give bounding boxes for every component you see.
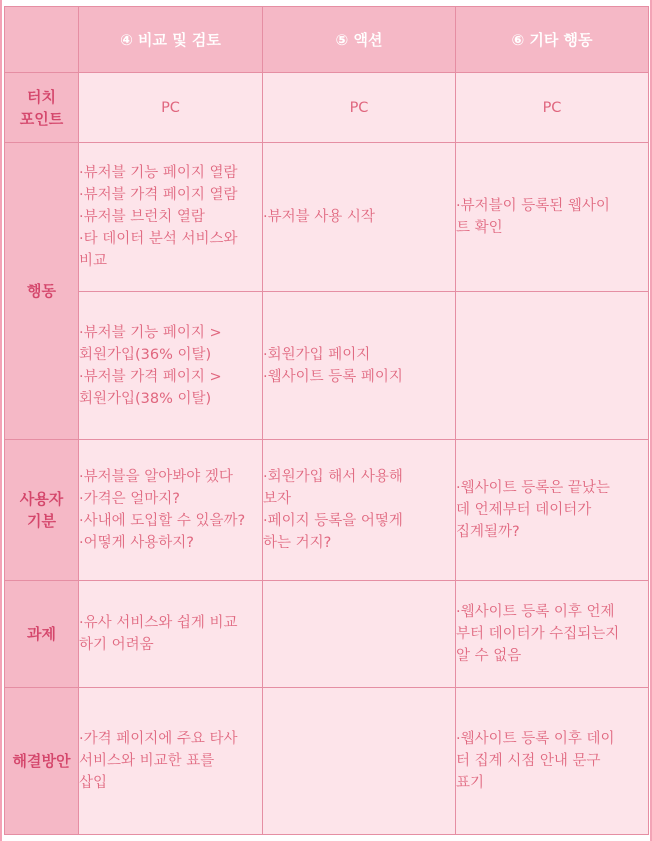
cell-line: 부터 데이터가 수집되는지 (456, 626, 620, 642)
journey-map-table (4, 6, 649, 835)
row-label-line: 사용자 (19, 490, 64, 508)
cell-line: ·가격 페이지에 주요 타사 (79, 731, 238, 747)
cell-line: ·뷰저블 기능 페이지 > (79, 324, 222, 341)
row-label-line: 포인트 (19, 109, 64, 128)
feeling-cell (263, 440, 456, 581)
action-cell (456, 143, 649, 292)
cell-line: ·뷰저블 사용 시작 (263, 209, 375, 225)
cell-line: ·뷰저블이 등록된 웹사이 (456, 198, 610, 214)
cell-line: 트 확인 (456, 220, 503, 236)
problem-cell-empty (263, 581, 456, 688)
cell-line: 하기 어려움 (79, 637, 154, 653)
cell-line: 터 집계 시점 안내 문구 (456, 753, 601, 769)
row-label-line: 기분 (27, 512, 56, 530)
cell-line: 데 언제부터 데이터가 (456, 502, 592, 518)
cell-line: ·뷰저블 가격 페이지 > (79, 368, 222, 385)
touchpoint-cell: PC (456, 73, 649, 143)
cell-line: 집계될까? (456, 524, 520, 540)
cell-line: 하는 거지? (263, 535, 332, 551)
row-label-line: 과제 (27, 625, 56, 643)
touchpoint-cell: PC (79, 73, 263, 143)
row-label-line: 터치 (27, 87, 56, 106)
row-label-line: 행동 (27, 282, 56, 300)
action-row-1 (5, 143, 649, 292)
action-row-2 (5, 292, 649, 440)
cell-line: 삽입 (79, 775, 108, 791)
action-cell (79, 143, 263, 292)
touchpoint-row (5, 73, 649, 143)
touchpoint-cell: PC (263, 73, 456, 143)
corner-cell (5, 7, 79, 73)
solution-cell (79, 688, 263, 835)
cell-line: ·사내에 도입할 수 있을까? (79, 513, 246, 529)
action-cell (79, 292, 263, 440)
cell-line: ·타 데이터 분석 서비스와 (79, 231, 238, 247)
cell-line: 서비스와 비교한 표를 (79, 753, 215, 769)
cell-line: ·어떻게 사용하지? (79, 535, 194, 551)
cell-line: ·웹사이트 등록 페이지 (263, 368, 403, 385)
solution-row (5, 688, 649, 835)
solution-cell (456, 688, 649, 835)
cell-line: 보자 (263, 491, 292, 507)
feeling-cell (456, 440, 649, 581)
row-label-action (5, 143, 79, 440)
column-header-other: ⑥ 기타 행동 (456, 7, 649, 73)
cell-line: ·웹사이트 등록 이후 언제 (456, 604, 615, 620)
cell-line: 알 수 없음 (456, 648, 522, 664)
cell-line: ·웹사이트 등록 이후 데이 (456, 731, 615, 747)
header-row (5, 7, 649, 73)
problem-cell (456, 581, 649, 688)
cell-line: ·유사 서비스와 쉽게 비교 (79, 615, 238, 631)
column-header-compare: ④ 비교 및 검토 (79, 7, 263, 73)
action-cell (263, 292, 456, 440)
cell-line: ·회원가입 페이지 (263, 346, 371, 363)
cell-line: ·페이지 등록을 어떻게 (263, 513, 403, 529)
column-header-action: ⑤ 액션 (263, 7, 456, 73)
problem-row (5, 581, 649, 688)
row-label-line: 해결방안 (12, 752, 71, 770)
cell-line: ·뷰저블 브런치 열람 (79, 209, 205, 225)
row-label-feeling (5, 440, 79, 581)
feeling-cell (79, 440, 263, 581)
cell-line: 비교 (79, 253, 108, 269)
cell-line: ·뷰저블 가격 페이지 열람 (79, 187, 238, 203)
cell-line: 회원가입(38% 이탈) (79, 390, 212, 407)
cell-line: ·회원가입 해서 사용해 (263, 469, 403, 485)
cell-line: ·뷰저블을 알아봐야 겠다 (79, 469, 233, 485)
action-cell-empty (456, 292, 649, 440)
cell-line: 표기 (456, 775, 485, 791)
row-label-solution (5, 688, 79, 835)
action-cell (263, 143, 456, 292)
cell-line: ·뷰저블 기능 페이지 열람 (79, 165, 238, 181)
problem-cell (79, 581, 263, 688)
row-label-touchpoint (5, 73, 79, 143)
cell-line: ·가격은 얼마지? (79, 491, 180, 507)
cell-line: ·웹사이트 등록은 끝났는 (456, 480, 610, 496)
row-label-problem (5, 581, 79, 688)
solution-cell-empty (263, 688, 456, 835)
cell-line: 회원가입(36% 이탈) (79, 346, 212, 363)
feeling-row (5, 440, 649, 581)
